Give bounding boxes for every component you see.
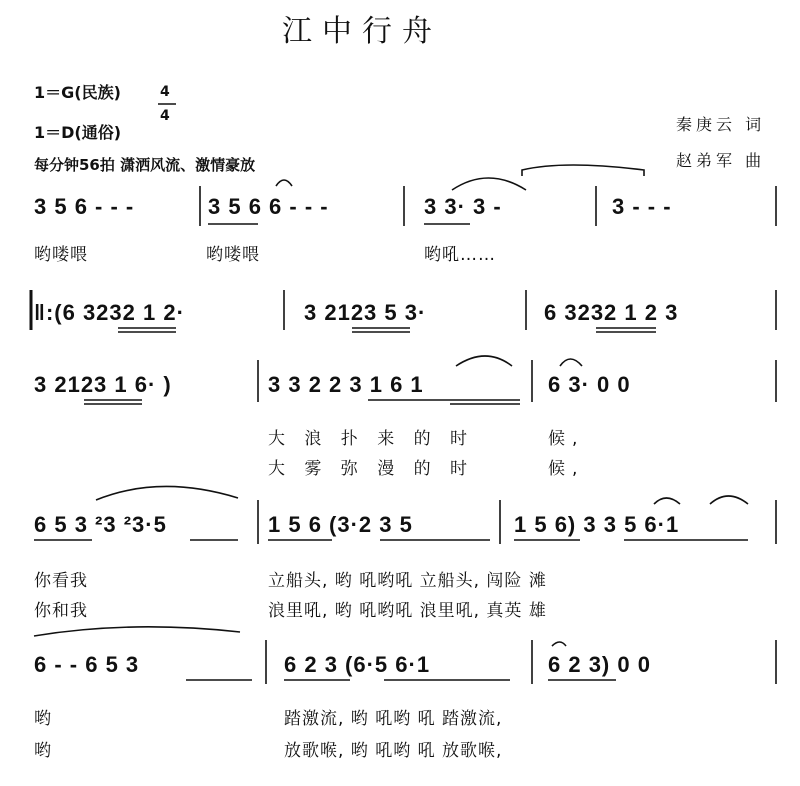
lyric-row4-verse1-b: 立船头, 哟 吼哟吼 立船头, 闯险 滩 xyxy=(268,571,547,591)
measure-14: 6 - - 6 5 3 xyxy=(34,652,140,677)
lyric-row5-verse1-b: 踏激流, 哟 吼哟 吼 踏激流, xyxy=(284,709,503,729)
song-title: 江中行舟 xyxy=(282,14,442,49)
lyric-row3-verse2-a: 大 雾 弥 漫 的 时 xyxy=(268,459,475,479)
lyric-row4-verse2-b: 浪里吼, 哟 吼哟吼 浪里吼, 真英 雄 xyxy=(268,601,547,621)
tie-bracket xyxy=(522,165,644,176)
measure-16: 6 2 3) 0 0 xyxy=(548,652,651,677)
lyric-row5-verse2-a: 哟 xyxy=(34,741,52,761)
lyric-row5-verse1-a: 哟 xyxy=(34,709,52,729)
lyric-row3-verse1-b: 候, xyxy=(548,429,585,449)
slur-mark xyxy=(276,180,292,186)
slur-mark xyxy=(96,486,238,500)
measure-2: 3 5 6 6 - - - xyxy=(208,194,329,219)
lyricist-credit: 秦庚云 词 xyxy=(676,115,766,134)
measure-10: 6 3· 0 0 xyxy=(548,372,631,397)
slur-mark xyxy=(456,356,512,366)
measure-4: 3 - - - xyxy=(612,194,672,219)
slur-mark xyxy=(654,498,680,504)
slur-mark xyxy=(452,178,526,190)
lyric-row3-verse2-b: 候, xyxy=(548,459,585,479)
measure-11: 6 5 3 ²3 ²3·5 xyxy=(34,512,167,537)
measure-9: 3 3 2 2 3 1 6 1 xyxy=(268,372,424,397)
measure-15: 6 2 3 (6·5 6·1 xyxy=(284,652,431,677)
lyric-row1-c: 哟吼…… xyxy=(424,245,496,265)
measure-3: 3 3· 3 - xyxy=(424,194,502,219)
lyric-row4-verse2-a: 你和我 xyxy=(34,601,88,621)
measure-6: 3 2123 5 3· xyxy=(304,300,427,325)
lyric-row4-verse1-a: 你看我 xyxy=(34,571,88,591)
lyric-row1-b: 哟喽喂 xyxy=(206,245,260,265)
measure-1: 3 5 6 - - - xyxy=(34,194,135,219)
key-signature-popular: 1＝D(通俗) xyxy=(34,123,122,142)
slur-mark xyxy=(560,359,582,366)
time-signature-denominator: 4 xyxy=(160,108,170,124)
slur-mark xyxy=(552,642,566,646)
measure-5: ‖:(6 3232 1 2· xyxy=(34,300,185,325)
measure-13: 1 5 6) 3 3 5 6·1 xyxy=(514,512,680,537)
measure-7: 6 3232 1 2 3 xyxy=(544,300,679,325)
lyric-row3-verse1-a: 大 浪 扑 来 的 时 xyxy=(268,429,475,449)
measure-12: 1 5 6 (3·2 3 5 xyxy=(268,512,413,537)
time-signature-numerator: 4 xyxy=(160,84,170,100)
lyric-row5-verse2-b: 放歌喉, 哟 吼哟 吼 放歌喉, xyxy=(284,741,503,761)
key-signature-ethnic: 1＝G(民族) xyxy=(34,83,121,102)
slur-mark xyxy=(34,627,240,636)
measure-8: 3 2123 1 6· ) xyxy=(34,372,172,397)
lyric-row1-a: 哟喽喂 xyxy=(34,245,88,265)
tempo-marking: 每分钟56拍 潇洒风流、激情豪放 xyxy=(34,156,256,174)
slur-mark xyxy=(710,496,748,504)
composer-credit: 赵弟军 曲 xyxy=(676,151,766,170)
